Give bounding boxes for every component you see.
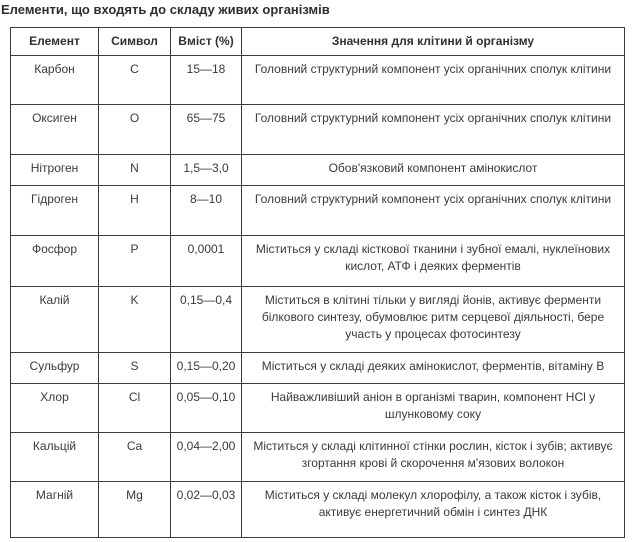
element-role: Головний структурний компонент усіх органічних сполук клітини	[242, 186, 625, 236]
element-content: 0,0001	[171, 236, 242, 287]
table-row	[11, 186, 625, 236]
element-name: Кальцій	[11, 433, 99, 482]
element-role: Головний структурний компонент усіх органічних сполук клітини	[242, 105, 625, 155]
table-header-row	[11, 28, 625, 56]
element-content: 0,02—0,03	[171, 482, 242, 538]
element-symbol: Cl	[99, 384, 171, 433]
table-row	[11, 353, 625, 384]
table-row	[11, 105, 625, 155]
element-name: Фосфор	[11, 236, 99, 287]
element-symbol: H	[99, 186, 171, 236]
element-symbol: N	[99, 155, 171, 186]
element-content: 65—75	[171, 105, 242, 155]
element-symbol: P	[99, 236, 171, 287]
element-role: Найважливіший аніон в організмі тварин, компонент НСl у шлунковому соку	[242, 384, 625, 433]
element-symbol: C	[99, 56, 171, 105]
elements-table	[10, 27, 625, 538]
element-name: Карбон	[11, 56, 99, 105]
element-role: Міститься у складі кісткової тканини і зубної емалі, нуклеїнових кислот, АТФ і деяких ферментів	[242, 236, 625, 287]
table-row	[11, 482, 625, 538]
header-symbol: Символ	[99, 28, 171, 56]
table-row	[11, 287, 625, 353]
header-element: Елемент	[11, 28, 99, 56]
element-role: Міститься у складі клітинної стінки рослин, кісток і зубів; активує згортання крові й скорочення м'язових волокон	[242, 433, 625, 482]
table-caption: Елементи, що входять до складу живих організмів	[1, 2, 330, 17]
element-name: Сульфур	[11, 353, 99, 384]
element-symbol: Mg	[99, 482, 171, 538]
header-content: Вміст (%)	[171, 28, 242, 56]
element-content: 0,05—0,10	[171, 384, 242, 433]
table-row	[11, 155, 625, 186]
element-content: 0,15—0,4	[171, 287, 242, 353]
element-role: Міститься у складі деяких амінокислот, ферментів, вітаміну В	[242, 353, 625, 384]
element-symbol: K	[99, 287, 171, 353]
element-content: 15—18	[171, 56, 242, 105]
element-role: Міститься в клітині тільки у вигляді йонів, активує ферменти білкового синтезу, обумовлює ритм серцевої діяльності, бере участь у процесах фотосинтезу	[242, 287, 625, 353]
element-name: Хлор	[11, 384, 99, 433]
table-row	[11, 433, 625, 482]
element-content: 0,04—2,00	[171, 433, 242, 482]
element-content: 8—10	[171, 186, 242, 236]
element-name: Калій	[11, 287, 99, 353]
element-name: Гідроген	[11, 186, 99, 236]
element-name: Оксиген	[11, 105, 99, 155]
element-role: Головний структурний компонент усіх органічних сполук клітини	[242, 56, 625, 105]
table-row	[11, 56, 625, 105]
element-symbol: O	[99, 105, 171, 155]
header-role: Значення для клітини й організму	[242, 28, 625, 56]
table-row	[11, 384, 625, 433]
element-symbol: S	[99, 353, 171, 384]
element-name: Магній	[11, 482, 99, 538]
element-role: Міститься у складі молекул хлорофілу, а також кісток і зубів, активує енергетичний обмін і синтез ДНК	[242, 482, 625, 538]
table-row	[11, 236, 625, 287]
element-content: 0,15—0,20	[171, 353, 242, 384]
element-content: 1,5—3,0	[171, 155, 242, 186]
element-role: Обов'язковий компонент амінокислот	[242, 155, 625, 186]
element-name: Нітроген	[11, 155, 99, 186]
element-symbol: Ca	[99, 433, 171, 482]
